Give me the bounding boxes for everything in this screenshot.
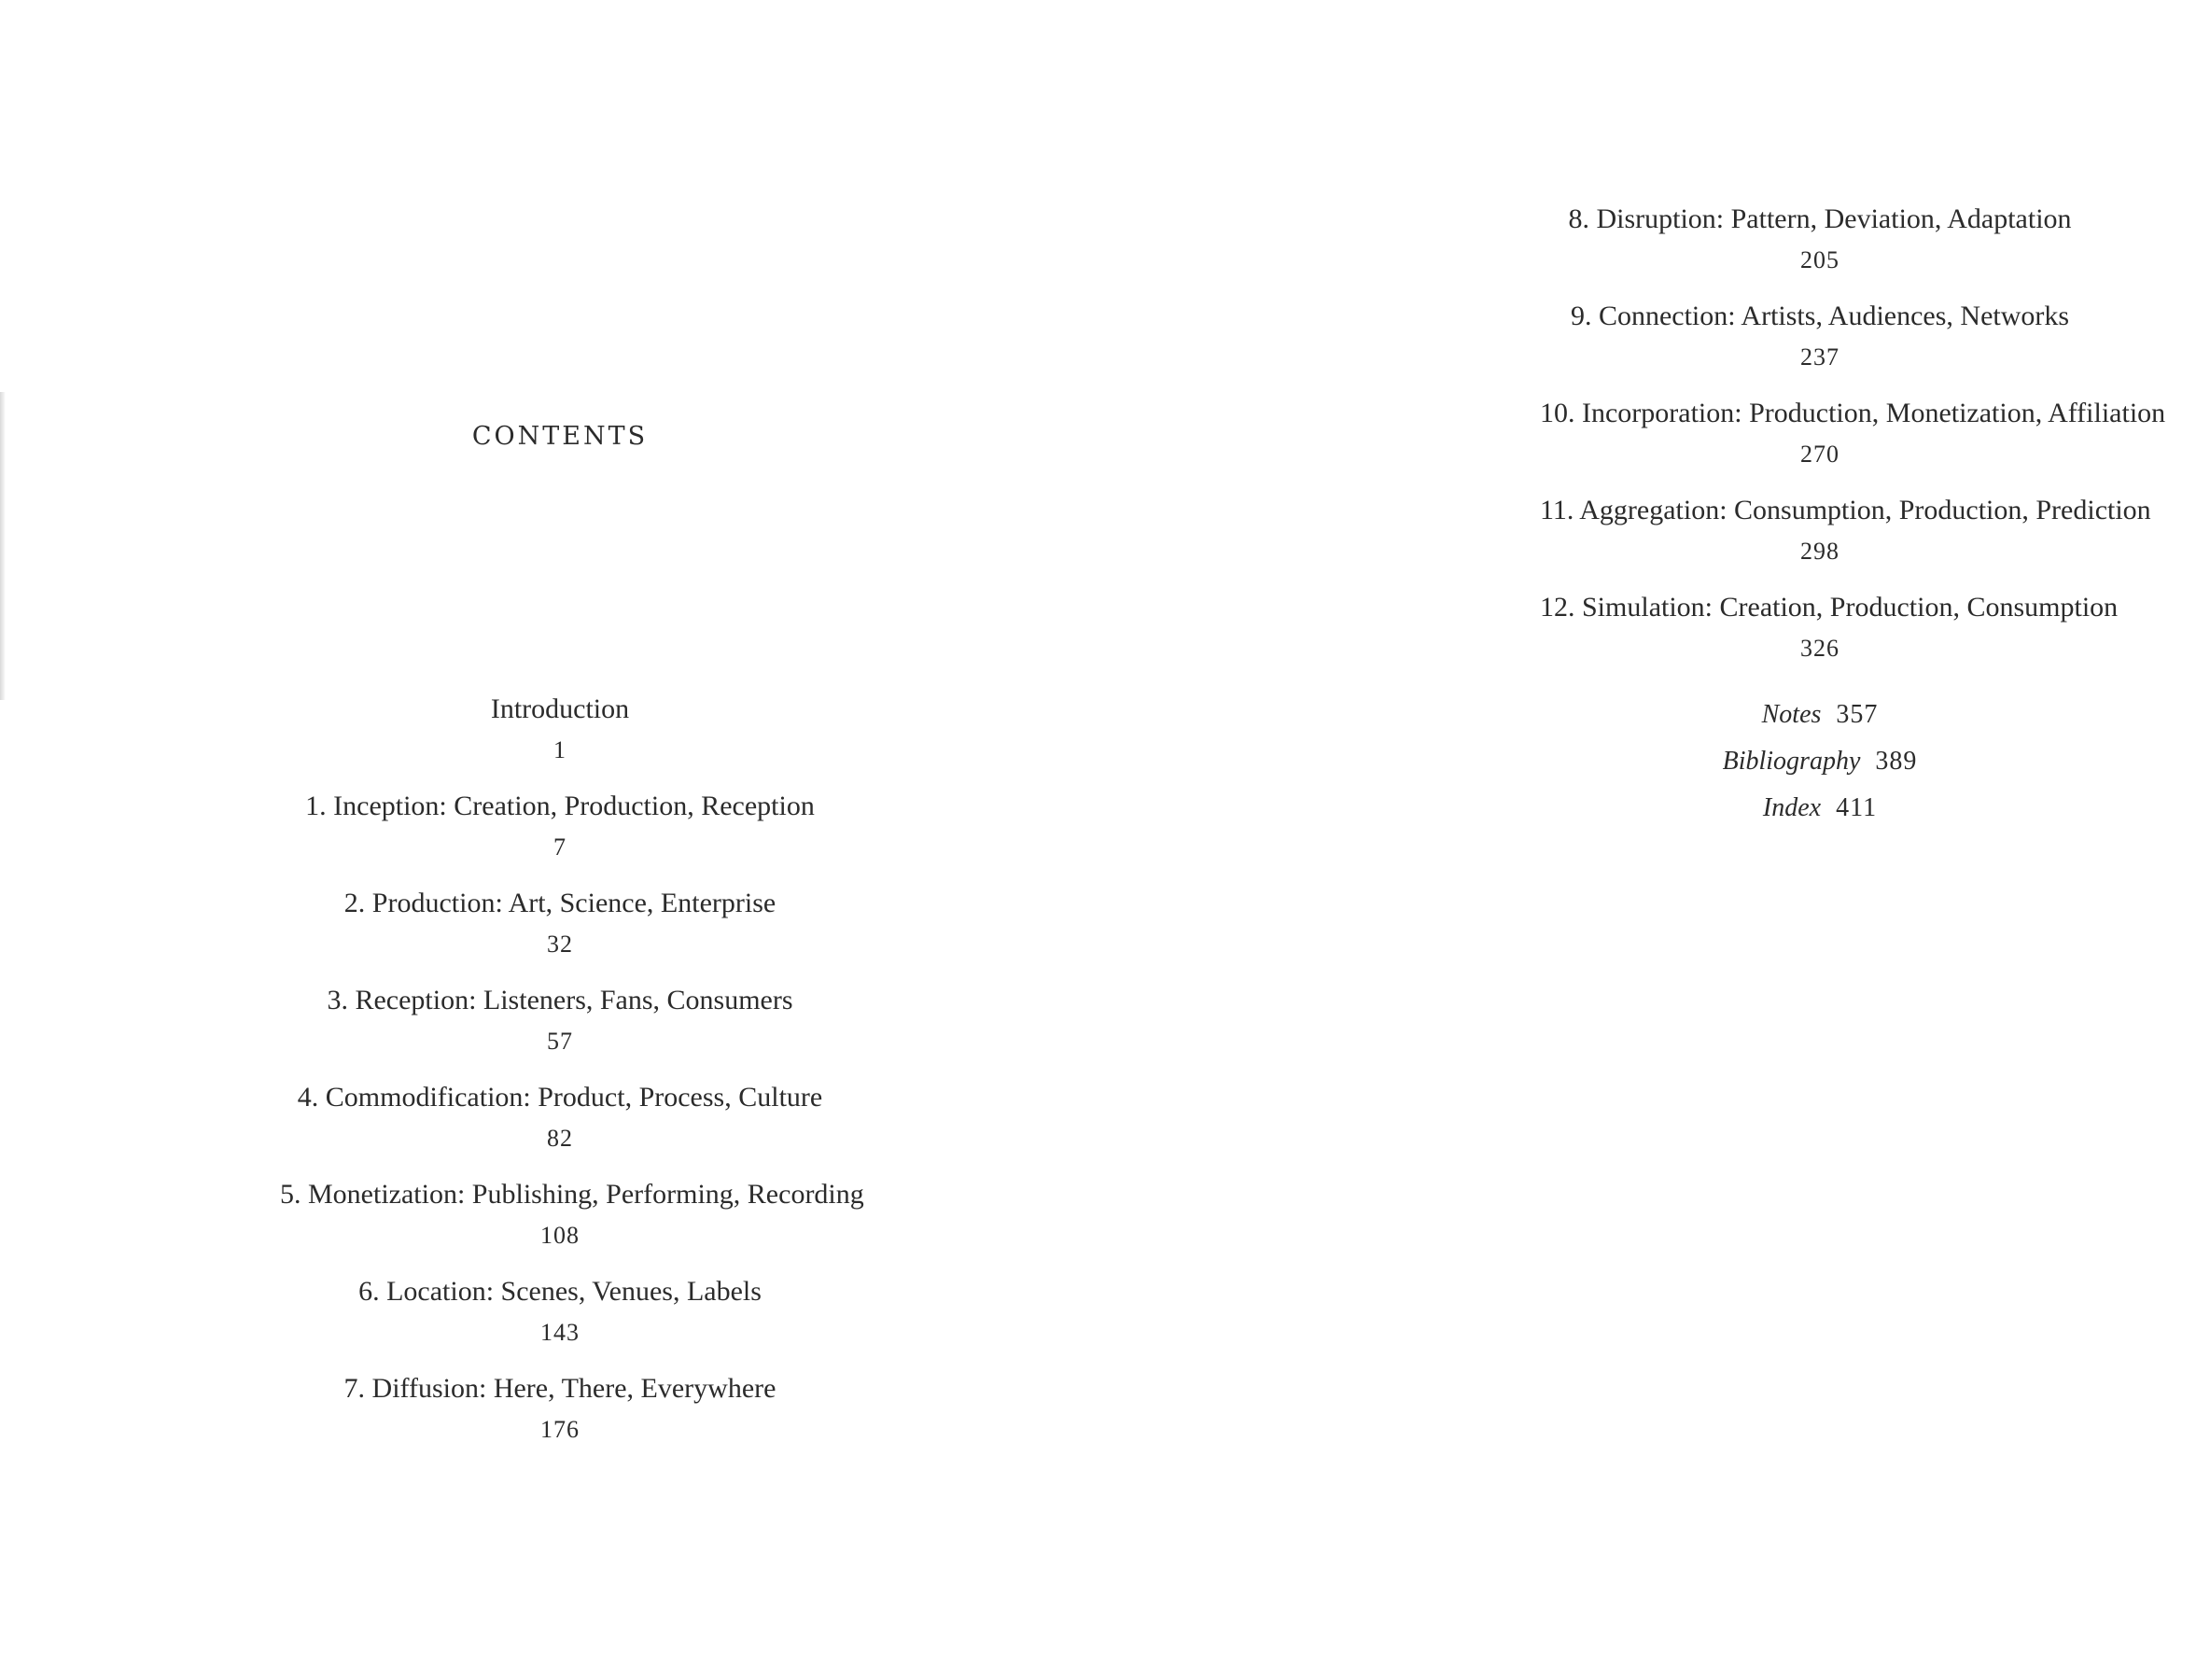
scan-shadow-edge — [0, 392, 6, 700]
toc-entry-chapter-8 — [1540, 203, 2100, 300]
toc-entry-title: 8. Disruption: Pattern, Deviation, Adaptation — [1568, 203, 2072, 234]
back-matter-page: 389 — [1875, 747, 1918, 776]
toc-entry-title: 5. Monetization: Publishing, Performing, Recording — [280, 1179, 864, 1210]
back-matter-index — [1540, 791, 2100, 838]
toc-entry-page: 7 — [553, 833, 566, 861]
toc-list-right — [1540, 203, 2166, 688]
back-matter-page: 357 — [1836, 700, 1879, 729]
toc-entry-title: 7. Diffusion: Here, There, Everywhere — [343, 1373, 776, 1404]
toc-list-left — [280, 693, 864, 1469]
toc-entry-page: 237 — [1800, 343, 1839, 371]
back-matter-list — [1540, 698, 2100, 838]
toc-entry-title: 1. Inception: Creation, Production, Reception — [305, 791, 815, 821]
toc-entry-chapter-12 — [1540, 591, 2119, 688]
contents-heading: CONTENTS — [471, 422, 649, 451]
back-matter-label: Index — [1762, 793, 1822, 822]
toc-entry-title: 11. Aggregation: Consumption, Production, Prediction — [1540, 495, 2151, 525]
toc-entry-chapter-4 — [280, 1081, 840, 1178]
toc-entry-page: 176 — [540, 1416, 580, 1443]
toc-entry-title: 10. Incorporation: Production, Monetization, Affiliation — [1540, 398, 2166, 428]
toc-entry-chapter-3 — [280, 984, 840, 1081]
toc-entry-title: 6. Location: Scenes, Venues, Labels — [358, 1276, 762, 1307]
toc-entry-page: 32 — [547, 931, 573, 958]
toc-entry-chapter-9 — [1540, 300, 2100, 397]
toc-entry-page: 57 — [547, 1028, 573, 1055]
toc-entry-chapter-1 — [280, 790, 840, 887]
toc-entry-page: 270 — [1800, 441, 1839, 468]
toc-entry-introduction — [280, 693, 840, 790]
back-matter-page: 411 — [1836, 793, 1878, 822]
toc-entry-page: 108 — [540, 1222, 580, 1249]
toc-entry-title: 4. Commodification: Product, Process, Culture — [297, 1082, 823, 1113]
toc-entry-chapter-11 — [1540, 494, 2151, 591]
back-matter-bibliography — [1540, 745, 2100, 791]
back-matter-notes — [1540, 698, 2100, 745]
toc-entry-page: 298 — [1800, 538, 1839, 565]
toc-entry-chapter-10 — [1540, 397, 2166, 494]
toc-entry-title: 2. Production: Art, Science, Enterprise — [343, 888, 776, 918]
toc-entry-page: 205 — [1800, 246, 1839, 273]
toc-entry-chapter-2 — [280, 887, 840, 984]
toc-entry-page: 1 — [553, 736, 566, 763]
toc-entry-page: 326 — [1800, 635, 1839, 662]
toc-entry-chapter-6 — [280, 1275, 840, 1372]
back-matter-label: Notes — [1761, 700, 1822, 729]
toc-entry-title: Introduction — [490, 693, 630, 724]
toc-entry-title: 9. Connection: Artists, Audiences, Networks — [1570, 301, 2070, 331]
toc-entry-page: 143 — [540, 1319, 580, 1346]
toc-entry-title: 12. Simulation: Creation, Production, Consumption — [1540, 592, 2119, 623]
toc-entry-chapter-5 — [280, 1178, 864, 1275]
toc-entry-title: 3. Reception: Listeners, Fans, Consumers — [327, 985, 793, 1015]
toc-entry-chapter-7 — [280, 1372, 840, 1469]
back-matter-label: Bibliography — [1722, 747, 1861, 776]
toc-entry-page: 82 — [547, 1125, 573, 1152]
